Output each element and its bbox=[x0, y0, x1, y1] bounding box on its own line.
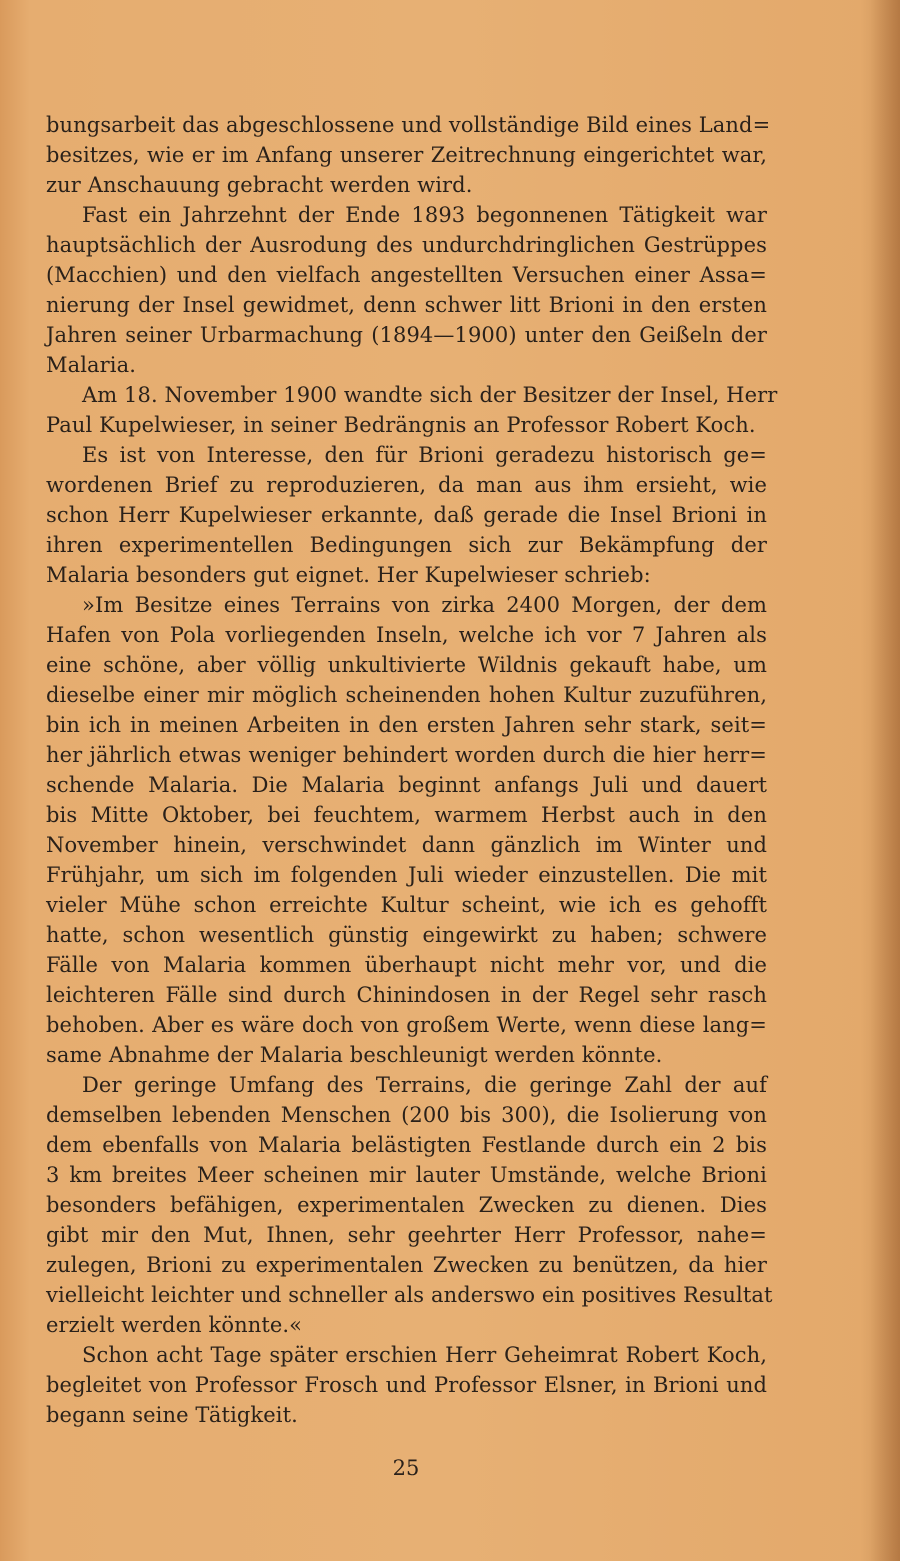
text-line: Schon acht Tage später erschien Herr Geheimrat Robert Koch, bbox=[82, 1343, 767, 1367]
text-line: demselben lebenden Menschen (200 bis 300), die Isolierung von bbox=[46, 1103, 767, 1127]
text-line: Frühjahr, um sich im folgenden Juli wieder einzustellen. Die mit bbox=[46, 863, 767, 887]
text-line: same Abnahme der Malaria beschleunigt werden könnte. bbox=[46, 1043, 663, 1067]
text-line: nierung der Insel gewidmet, denn schwer litt Brioni in den ersten bbox=[46, 293, 767, 317]
text-line: zulegen, Brioni zu experimentalen Zwecken zu benützen, da hier bbox=[46, 1253, 767, 1277]
text-line: her jährlich etwas weniger behindert worden durch die hier herr= bbox=[46, 743, 767, 767]
text-line: (Macchien) und den vielfach angestellten Versuchen einer Assa= bbox=[46, 263, 767, 287]
text-line: schende Malaria. Die Malaria beginnt anfangs Juli und dauert bbox=[46, 773, 767, 797]
text-line: November hinein, verschwindet dann gänzlich im Winter und bbox=[46, 833, 767, 857]
text-line: dieselbe einer mir möglich scheinenden hohen Kultur zuzuführen, bbox=[46, 683, 767, 707]
text-line: Jahren seiner Urbarmachung (1894—1900) unter den Geißeln der bbox=[46, 323, 767, 347]
text-line: hatte, schon wesentlich günstig eingewirkt zu haben; schwere bbox=[46, 923, 767, 947]
text-line: gibt mir den Mut, Ihnen, sehr geehrter Herr Professor, nahe= bbox=[46, 1223, 767, 1247]
text-line: schon Herr Kupelwieser erkannte, daß gerade die Insel Brioni in bbox=[46, 503, 767, 527]
text-line: bis Mitte Oktober, bei feuchtem, warmem Herbst auch in den bbox=[46, 803, 767, 827]
text-line: begann seine Tätigkeit. bbox=[46, 1403, 298, 1427]
text-line: bungsarbeit das abgeschlossene und vollständige Bild eines Land= bbox=[46, 113, 771, 137]
text-line: erzielt werden könnte.« bbox=[46, 1313, 303, 1337]
text-line: Malaria besonders gut eignet. Her Kupelwieser schrieb: bbox=[46, 563, 651, 587]
text-line: leichteren Fälle sind durch Chinindosen in der Regel sehr rasch bbox=[46, 983, 767, 1007]
text-line: Fast ein Jahrzehnt der Ende 1893 begonnenen Tätigkeit war bbox=[82, 203, 767, 227]
text-line: vieler Mühe schon erreichte Kultur scheint, wie ich es gehofft bbox=[46, 893, 767, 917]
text-line: 3 km breites Meer scheinen mir lauter Umstände, welche Brioni bbox=[46, 1163, 767, 1187]
text-line: dem ebenfalls von Malaria belästigten Festlande durch ein 2 bis bbox=[46, 1133, 767, 1157]
text-line: Malaria. bbox=[46, 353, 137, 377]
text-line: begleitet von Professor Frosch und Professor Elsner, in Brioni und bbox=[46, 1373, 767, 1397]
text-line: besonders befähigen, experimentalen Zwecken zu dienen. Dies bbox=[46, 1193, 767, 1217]
text-line: »Im Besitze eines Terrains von zirka 2400 Morgen, der dem bbox=[82, 593, 767, 617]
text-line: bin ich in meinen Arbeiten in den ersten Jahren sehr stark, seit= bbox=[46, 713, 767, 737]
body-text bbox=[46, 110, 778, 1430]
text-line: wordenen Brief zu reproduzieren, da man aus ihm ersieht, wie bbox=[46, 473, 767, 497]
text-line: Fälle von Malaria kommen überhaupt nicht mehr vor, und die bbox=[46, 953, 767, 977]
text-line: besitzes, wie er im Anfang unserer Zeitrechnung eingerichtet war, bbox=[46, 143, 767, 167]
text-line: Am 18. November 1900 wandte sich der Besitzer der Insel, Herr bbox=[82, 383, 778, 407]
page-number: 25 bbox=[392, 1456, 420, 1480]
text-line: hauptsächlich der Ausrodung des undurchdringlichen Gestrüppes bbox=[46, 233, 767, 257]
text-line: zur Anschauung gebracht werden wird. bbox=[46, 173, 473, 197]
text-line: behoben. Aber es wäre doch von großem Werte, wenn diese lang= bbox=[46, 1013, 767, 1037]
page-edge-shadow bbox=[860, 0, 900, 1561]
text-line: Hafen von Pola vorliegenden Inseln, welche ich vor 7 Jahren als bbox=[46, 623, 767, 647]
text-line: Paul Kupelwieser, in seiner Bedrängnis an Professor Robert Koch. bbox=[46, 413, 756, 437]
text-line: eine schöne, aber völlig unkultivierte Wildnis gekauft habe, um bbox=[46, 653, 767, 677]
text-line: Es ist von Interesse, den für Brioni geradezu historisch ge= bbox=[82, 443, 767, 467]
text-line: vielleicht leichter und schneller als anderswo ein positives Resultat bbox=[46, 1283, 773, 1307]
text-line: ihren experimentellen Bedingungen sich zur Bekämpfung der bbox=[46, 533, 767, 557]
text-line: Der geringe Umfang des Terrains, die geringe Zahl der auf bbox=[82, 1073, 767, 1097]
